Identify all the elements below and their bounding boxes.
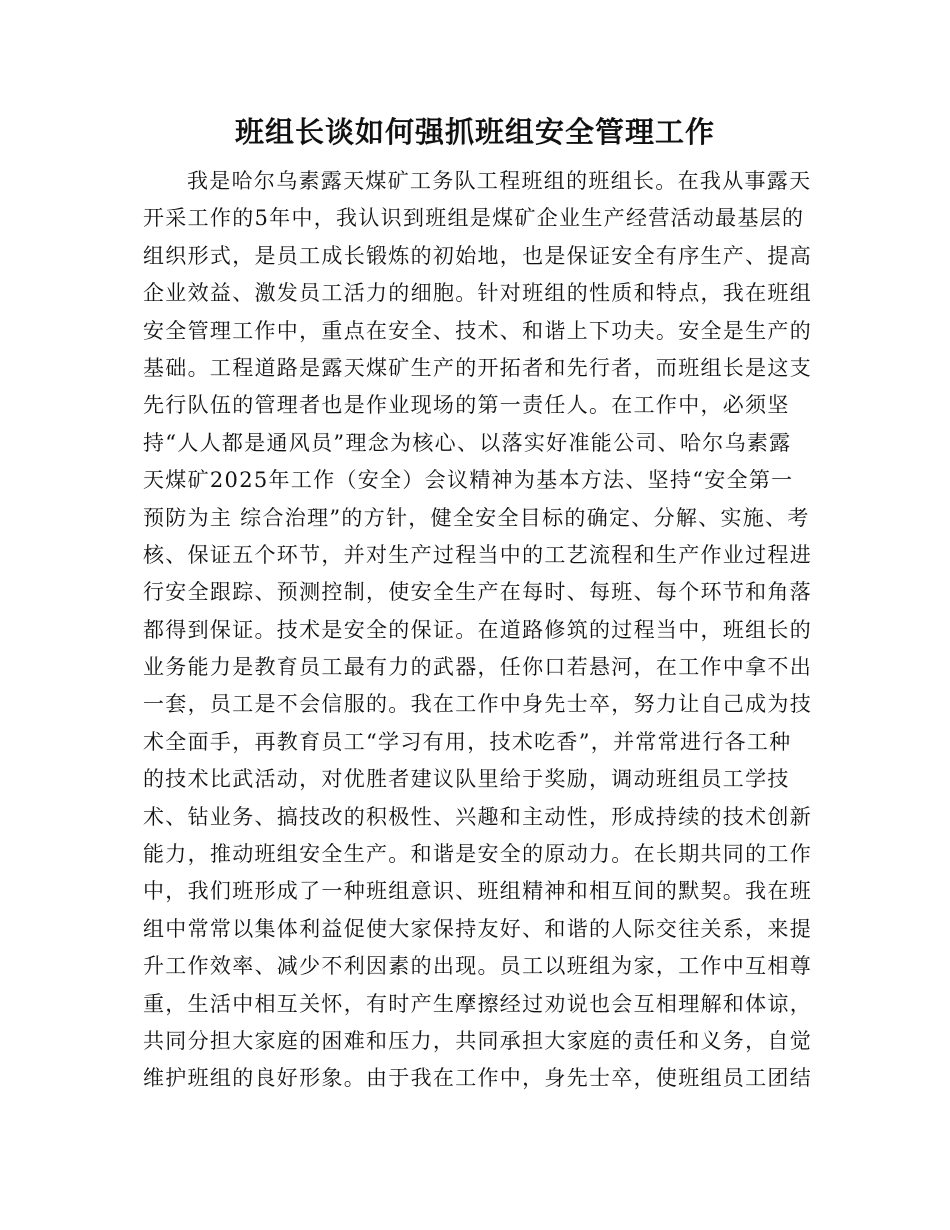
text-line: 术全面手，再教育员工“学习有用，技术吃香”，并常常进行各工种 <box>143 729 792 754</box>
document-body <box>143 163 813 1098</box>
text-line: 中，我们班形成了一种班组意识、班组精神和相互间的默契。我在班 <box>143 879 812 904</box>
text-line: 开采工作的5年中，我认识到班组是煤矿企业生产经营活动最基层的 <box>143 206 805 231</box>
text-line: 业务能力是教育员工最有力的武器，任你口若悬河，在工作中拿不出 <box>143 655 812 680</box>
text-line: 安全管理工作中，重点在安全、技术、和谐上下功夫。安全是生产的 <box>143 318 812 343</box>
text-line: 升工作效率、减少不利因素的出现。员工以班组为家，工作中互相尊 <box>143 954 812 979</box>
text-line: 核、保证五个环节，并对生产过程当中的工艺流程和生产作业过程进 <box>143 542 812 567</box>
text-line: 的技术比武活动，对优胜者建议队里给于奖励，调动班组员工学技 <box>143 767 790 792</box>
text-line: 先行队伍的管理者也是作业现场的第一责任人。在工作中，必须坚 <box>143 393 790 418</box>
document-title: 班组长谈如何强抓班组安全管理工作 <box>234 115 715 149</box>
text-line: 预防为主 综合治理”的方针，健全安全目标的确定、分解、实施、考 <box>143 505 810 530</box>
text-line: 维护班组的良好形象。由于我在工作中，身先士卒，使班组员工团结 <box>143 1066 812 1091</box>
text-line: 我是哈尔乌素露天煤矿工务队工程班组的班组长。在我从事露天 <box>187 169 812 193</box>
text-line: 能力，推动班组安全生产。和谐是安全的原动力。在长期共同的工作 <box>143 842 812 867</box>
text-line: 共同分担大家庭的困难和压力，共同承担大家庭的责任和义务，自觉 <box>143 1028 812 1053</box>
text-line: 企业效益、激发员工活力的细胞。针对班组的性质和特点，我在班组 <box>143 281 812 306</box>
text-line: 都得到保证。技术是安全的保证。在道路修筑的过程当中，班组长的 <box>143 617 812 642</box>
text-line: 天煤矿2025年工作（安全）会议精神为基本方法、坚持“安全第一 <box>143 468 794 493</box>
text-line: 组织形式，是员工成长锻炼的初始地，也是保证安全有序生产、提高 <box>143 243 812 268</box>
text-line: 术、钻业务、搞技改的积极性、兴趣和主动性，形成持续的技术创新 <box>143 804 812 829</box>
text-line: 行安全跟踪、预测控制，使安全生产在每时、每班、每个环节和角落 <box>143 580 812 605</box>
text-line: 基础。工程道路是露天煤矿生产的开拓者和先行者，而班组长是这支 <box>143 355 812 380</box>
text-line: 组中常常以集体利益促使大家保持友好、和谐的人际交往关系，来提 <box>143 916 812 941</box>
text-line: 重，生活中相互关怀，有时产生摩擦经过劝说也会互相理解和体谅， <box>143 991 812 1016</box>
text-line: 持“人人都是通风员”理念为核心、以落实好准能公司、哈尔乌素露 <box>143 430 792 455</box>
text-line: 一套，员工是不会信服的。我在工作中身先士卒，努力让自己成为技 <box>143 692 812 717</box>
